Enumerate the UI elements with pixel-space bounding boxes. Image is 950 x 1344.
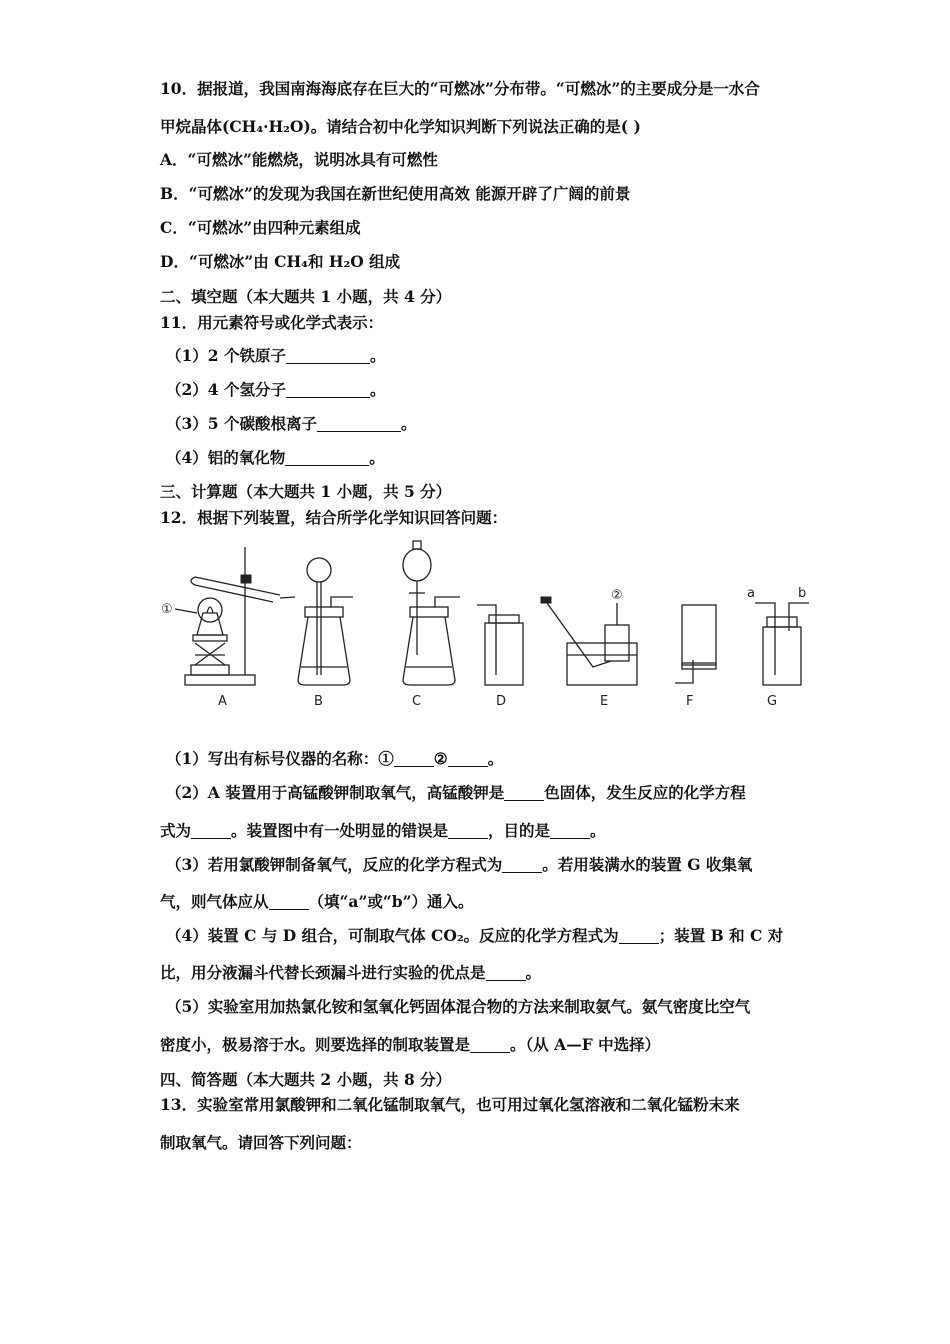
lab-jack-top — [193, 635, 227, 641]
q11-part2-end: 。 — [369, 380, 386, 399]
conical-flask-c — [403, 617, 455, 685]
q12-part3-text: （3）若用氯酸钾制备氧气，反应的化学方程式为 — [166, 855, 503, 874]
q10-stem-line2: 甲烷晶体(CH₄·H₂O)。请结合初中化学知识判断下列说法正确的是( ) — [160, 117, 641, 136]
q12-part5-line2 — [160, 1033, 660, 1055]
q10-option-a: A．“可燃冰”能燃烧，说明冰具有可燃性 — [160, 150, 438, 169]
apparatus-figure — [155, 535, 815, 720]
gas-jar-d — [485, 623, 523, 685]
q12-part3-text3: 气，则气体应从 — [160, 892, 269, 911]
tube-a — [755, 603, 775, 675]
q12-part4-text3: 比，用分液漏斗代替长颈漏斗进行实验的优点是 — [160, 963, 486, 982]
answer-blank[interactable] — [550, 824, 590, 839]
answer-blank[interactable] — [619, 929, 659, 944]
bottle-g — [763, 627, 801, 685]
q12-part2-text2: 色固体，发生反应的化学方程 — [544, 783, 746, 802]
q12-part4-line1 — [166, 924, 783, 946]
long-neck-funnel — [307, 558, 331, 582]
apparatus-drawing — [155, 535, 815, 720]
answer-blank[interactable] — [486, 966, 526, 981]
q12-part1 — [166, 747, 503, 769]
delivery-tube — [280, 597, 295, 598]
q12-part2-text5: ，目的是 — [488, 821, 551, 840]
q12-part2-line1 — [166, 781, 746, 803]
label-a: A — [218, 694, 227, 709]
label-g: G — [767, 694, 778, 709]
alcohol-lamp — [197, 613, 223, 635]
label-d: D — [496, 694, 507, 709]
answer-blank[interactable] — [448, 824, 488, 839]
q12-part5-end: 。（从 A—F 中选择） — [510, 1035, 661, 1054]
q11-part2-text: （2）4 个氢分子 — [166, 380, 286, 399]
q12-part5-text: 密度小，极易溶于水。则要选择的制取装置是 — [160, 1035, 471, 1054]
q11-part2 — [166, 378, 385, 400]
apparatus-d — [477, 605, 523, 685]
port-b-label: b — [798, 586, 807, 601]
test-tube — [195, 577, 280, 595]
q12-part1-marker2: ② — [433, 749, 448, 768]
section2-heading: 二、填空题（本大题共 1 小题，共 4 分） — [160, 287, 452, 306]
q12-part2-line2 — [160, 819, 606, 841]
answer-blank[interactable] — [317, 417, 401, 432]
q11-part4-text: （4）铝的氧化物 — [166, 448, 286, 467]
marker-1: ① — [161, 602, 173, 617]
q11-part4 — [166, 446, 385, 468]
section3-heading: 三、计算题（本大题共 1 小题，共 5 分） — [160, 482, 452, 501]
clamp — [241, 575, 251, 583]
q12-part2-text: （2）A 装置用于高锰酸钾制取氧气，高锰酸钾是 — [166, 783, 505, 802]
separatory-funnel — [403, 549, 431, 581]
q12-part4-line2 — [160, 961, 541, 983]
q12-part5-line1: （5）实验室用加热氯化铵和氢氧化钙固体混合物的方法来制取氨气。氨气密度比空气 — [166, 997, 751, 1016]
answer-blank[interactable] — [394, 752, 434, 767]
answer-blank[interactable] — [269, 895, 309, 910]
q12-part3-text4: （填“a”或“b”）通入。 — [308, 892, 474, 911]
stopper-c — [410, 607, 448, 617]
answer-blank[interactable] — [191, 824, 231, 839]
q12-part2-text4: 。装置图中有一处明显的错误是 — [231, 821, 449, 840]
apparatus-c — [403, 541, 460, 685]
q13-stem-line1: 13．实验室常用氯酸钾和二氧化锰制取氧气，也可用过氧化氢溶液和二氧化锰粉末来 — [160, 1095, 740, 1114]
label-f: F — [686, 694, 694, 709]
q12-part3-line2 — [160, 890, 474, 912]
lab-jack — [195, 643, 225, 665]
label-b: B — [314, 694, 323, 709]
answer-blank[interactable] — [286, 383, 370, 398]
apparatus-b — [298, 558, 353, 685]
label-e: E — [600, 694, 609, 709]
q12-part3-line1 — [166, 853, 752, 875]
delivery-tube-b — [331, 597, 353, 607]
answer-blank[interactable] — [286, 349, 370, 364]
q11-part1-text: （1）2 个铁原子 — [166, 346, 286, 365]
q11-part1-end: 。 — [369, 346, 386, 365]
stopper-b — [305, 607, 343, 617]
q12-part1-end: 。 — [487, 749, 504, 768]
gas-jar-f — [682, 605, 716, 665]
stand-base — [185, 675, 255, 685]
marker-2: ② — [611, 588, 623, 603]
q11-part3-text: （3）5 个碳酸根离子 — [166, 414, 317, 433]
q10-stem-line1: 10．据报道，我国南海海底存在巨大的“可燃冰”分布带。“可燃冰”的主要成分是一水合 — [160, 79, 760, 98]
q12-part3-text2: 。若用装满水的装置 G 收集氧 — [542, 855, 753, 874]
apparatus-e — [541, 588, 637, 685]
q12-part2-end: 。 — [590, 821, 606, 840]
q12-part1-text: （1）写出有标号仪器的名称：① — [166, 749, 394, 768]
ring — [198, 598, 222, 622]
conical-flask-b — [298, 617, 350, 685]
answer-blank[interactable] — [470, 1038, 510, 1053]
q12-part4-text2: ；装置 B 和 C 对 — [658, 926, 784, 945]
answer-blank[interactable] — [285, 451, 369, 466]
apparatus-g — [747, 586, 809, 685]
q10-option-d: D．“可燃冰”由 CH₄和 H₂O 组成 — [160, 252, 401, 271]
answer-blank[interactable] — [502, 858, 542, 873]
apparatus-a — [161, 547, 295, 685]
q11-part4-end: 。 — [369, 448, 385, 467]
q10-option-b: B．“可燃冰”的发现为我国在新世纪使用高效 能源开辟了广阔的前景 — [160, 184, 631, 203]
q13-stem-line2: 制取氧气。请回答下列问题： — [160, 1133, 362, 1152]
section4-heading: 四、简答题（本大题共 2 小题，共 8 分） — [160, 1070, 452, 1089]
q10-option-c: C．“可燃冰”由四种元素组成 — [160, 218, 361, 237]
flame — [207, 607, 213, 613]
q12-part2-text3: 式为 — [160, 821, 192, 840]
q11-stem: 11．用元素符号或化学式表示： — [160, 313, 384, 332]
q11-part3 — [166, 412, 416, 434]
q11-part1 — [166, 344, 385, 366]
port-a-label: a — [747, 586, 755, 601]
answer-blank[interactable] — [504, 786, 544, 801]
marker1-pointer — [175, 609, 197, 613]
delivery-tube-c — [435, 597, 460, 607]
q12-stem: 12．根据下列装置，结合所学化学知识回答问题： — [160, 508, 508, 527]
q12-part4-end: 。 — [525, 963, 542, 982]
q11-part3-end: 。 — [400, 414, 417, 433]
label-c: C — [412, 694, 422, 709]
answer-blank[interactable] — [448, 752, 488, 767]
q12-part4-text: （4）装置 C 与 D 组合，可制取气体 CO₂。反应的化学方程式为 — [166, 926, 619, 945]
delivery-tube-e — [547, 603, 611, 667]
apparatus-f — [675, 605, 716, 683]
